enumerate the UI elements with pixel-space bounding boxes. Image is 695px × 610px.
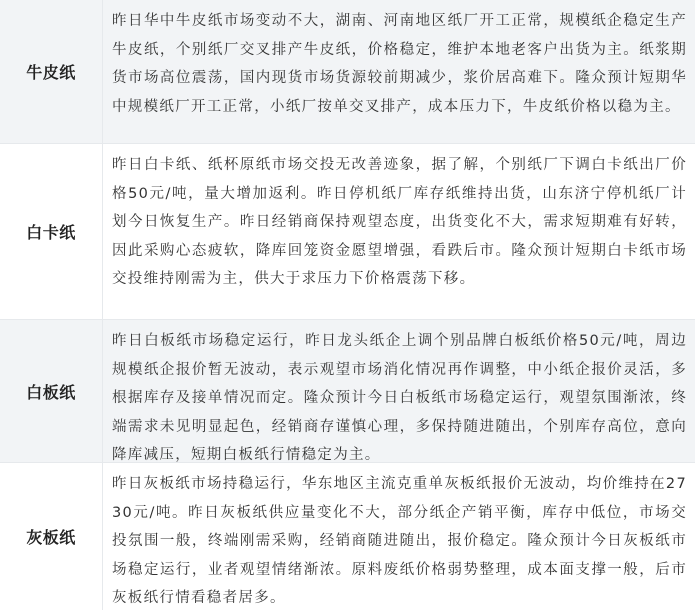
row-content-cell: [103, 0, 695, 143]
row-label-kraft-paper: 牛皮纸: [26, 63, 76, 82]
table-row-grey-board: [0, 462, 695, 610]
row-label-white-board: 白板纸: [26, 382, 76, 402]
row-text-grey-board: 昨日灰板纸市场持稳运行，华东地区主流克重单灰板纸报价无波动，均价维持在2730元/吨。昨日灰板纸供应量变化不大，部分纸企产销平衡，库存中低位，市场交投氛围一般，终端刚需采购，经销商随进随出，报价稳定。隆众预计今日灰板纸市场稳定运行，业者观望情绪渐浓。原料废纸价格弱势整理，成本面支撑一般，后市灰板纸行情看稳者居多。: [112, 476, 687, 606]
row-label-cell: [0, 144, 103, 319]
table-row-white-board: [0, 319, 695, 462]
row-label-grey-board: 灰板纸: [26, 528, 76, 547]
row-label-white-cardboard: 白卡纸: [26, 223, 76, 242]
row-label-cell: [0, 463, 103, 610]
row-text-white-board: 昨日白板纸市场稳定运行，昨日龙头纸企上调个别品牌白板纸价格50元/吨，周边规模纸企报价暂无波动，表示观望市场消化情况再作调整，中小纸企报价灵活，多根据库存及接单情况而定。隆众预计今日白板纸市场稳定运行，观望氛围渐浓，终端需求未见明显起色，经销商存谨慎心理，多保持随进随出，个别库存高位，意向降库减压，短期白板纸行情稳定为主。: [112, 333, 687, 462]
row-content-cell: [103, 463, 695, 610]
row-text-kraft-paper: 昨日华中牛皮纸市场变动不大，湖南、河南地区纸厂开工正常，规模纸企稳定生产牛皮纸，个别纸厂交叉排产牛皮纸，价格稳定，维护本地老客户出货为主。纸浆期货市场高位震荡，国内现货市场货源较前期减少，浆价居高难下。隆众预计短期华中规模纸厂开工正常，小纸厂按单交叉排产，成本压力下，牛皮纸价格以稳为主。: [112, 13, 687, 115]
table-row-white-cardboard: [0, 143, 695, 319]
table-row-kraft-paper: [0, 0, 695, 143]
row-text-white-cardboard: 昨日白卡纸、纸杯原纸市场交投无改善迹象，据了解，个别纸厂下调白卡纸出厂价格50元/吨，量大增加返利。昨日停机纸厂库存纸维持出货，山东济宁停机纸厂计划今日恢复生产。昨日经销商保持观望态度，出货变化不大，需求短期难有好转，因此采购心态疲软，降库回笼资金愿望增强，看跌后市。隆众预计短期白卡纸市场交投维持刚需为主，供大于求压力下价格震荡下移。: [112, 157, 687, 287]
row-content-cell: [103, 144, 695, 319]
row-content-cell: [103, 320, 695, 462]
row-label-cell: [0, 0, 103, 143]
row-label-cell: [0, 320, 103, 462]
